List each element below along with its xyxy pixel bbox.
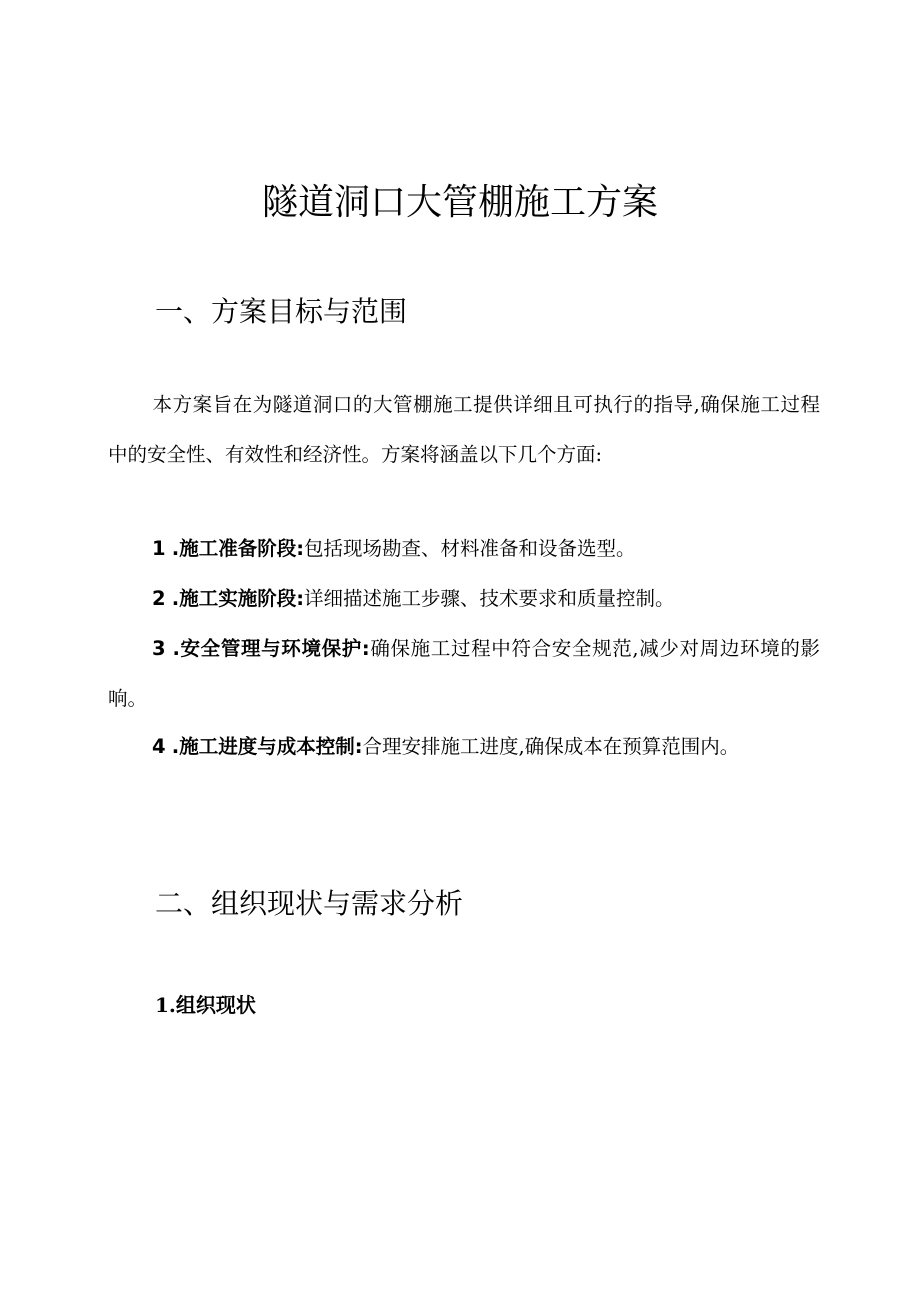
intro-text: 本方案旨在为隧道洞口的大管棚施工提供详细且可执行的指导,确保施工过程中的安全性、有效性和经济性。方案将涵盖以下几个方面: xyxy=(108,393,820,466)
intro-paragraph xyxy=(108,380,820,480)
item-text: 确保施工过程中符合安全规范,减少对周边环境的影响。 xyxy=(108,637,820,710)
item-label: 施工实施阶段: xyxy=(179,587,305,610)
item-text: 包括现场勘查、材料准备和设备选型。 xyxy=(304,537,636,560)
item-text: 详细描述施工步骤、技术要求和质量控制。 xyxy=(304,587,675,610)
item-separator: . xyxy=(171,587,180,610)
list-item-1 xyxy=(108,524,820,574)
section-heading-2: 二、组织现状与需求分析 xyxy=(155,887,464,920)
list-item-4 xyxy=(108,722,820,772)
item-label: 安全管理与环境保护: xyxy=(179,637,370,660)
document-title: 隧道洞口大管棚施工方案 xyxy=(261,182,658,223)
subsection-heading: 1.组织现状 xyxy=(155,993,256,1017)
item-label: 施工准备阶段: xyxy=(179,537,305,560)
item-separator: . xyxy=(172,637,180,660)
item-number: 3 xyxy=(152,637,166,660)
list-item-3 xyxy=(108,624,820,724)
section-heading-1: 一、方案目标与范围 xyxy=(155,295,408,328)
item-separator: . xyxy=(171,735,180,758)
item-number: 4 xyxy=(152,735,166,758)
item-number: 1 xyxy=(152,537,166,560)
item-label: 施工进度与成本控制: xyxy=(179,735,363,758)
item-separator: . xyxy=(171,537,180,560)
list-item-2 xyxy=(108,574,820,624)
item-text: 合理安排施工进度,确保成本在预算范围内。 xyxy=(362,735,740,758)
item-number: 2 xyxy=(152,587,166,610)
